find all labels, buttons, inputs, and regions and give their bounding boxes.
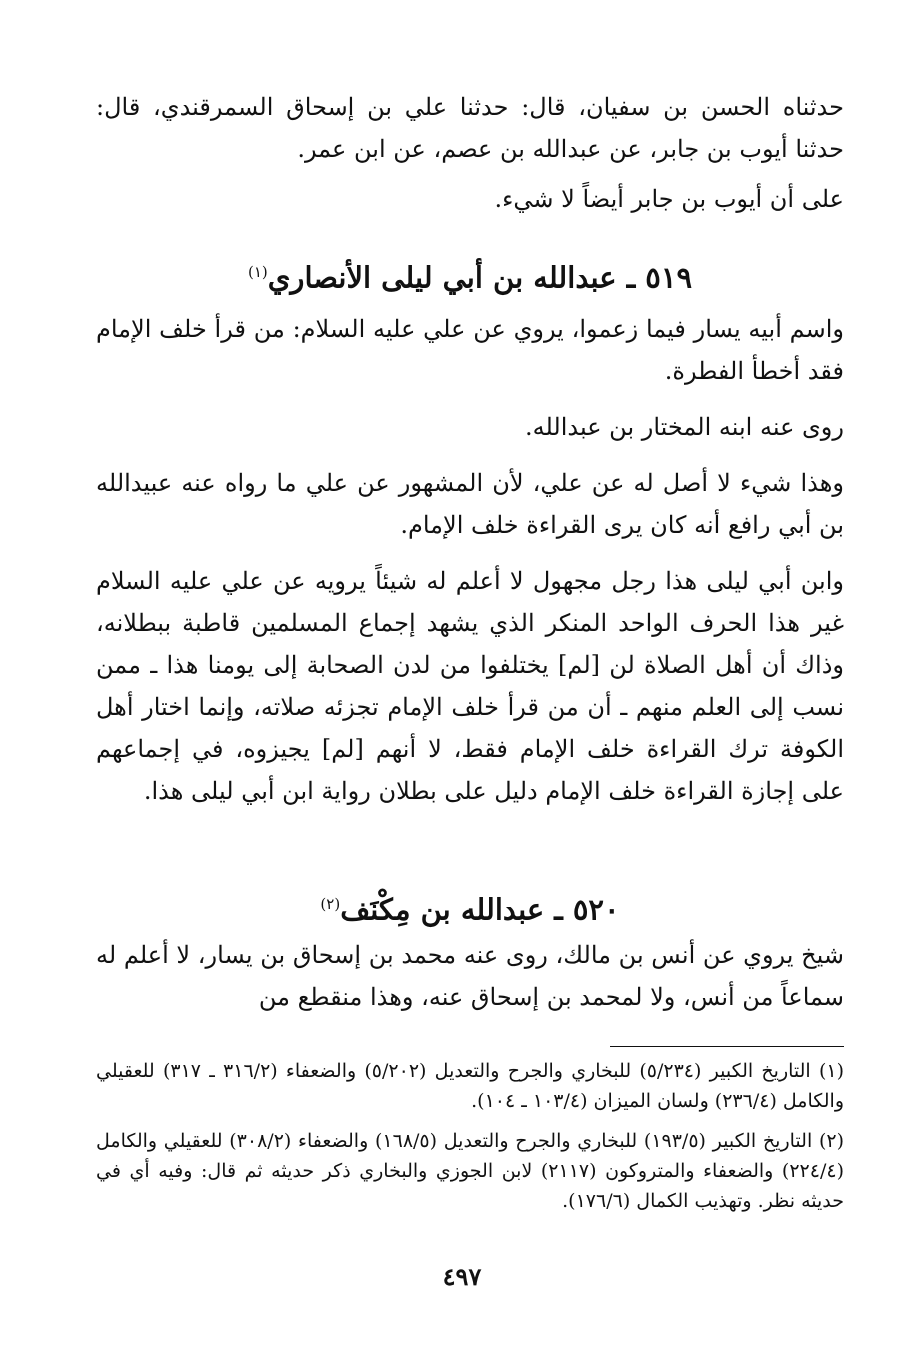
intro-paragraph: على أن أيوب بن جابر أيضاً لا شيء. bbox=[494, 185, 844, 213]
entry-title: ٥١٩ ـ عبدالله بن أبي ليلى الأنصاري bbox=[267, 260, 693, 295]
entry-heading-520 bbox=[96, 884, 844, 930]
entry-body-519 bbox=[96, 308, 844, 812]
footnote-separator bbox=[610, 1046, 844, 1047]
footnote-marker: (١) bbox=[247, 263, 268, 281]
footnote-marker: (٢) bbox=[320, 895, 341, 913]
page-number: ٤٩٧ bbox=[442, 1262, 482, 1291]
footnote-1: (١) التاريخ الكبير (٥/٢٣٤) للبخاري والجرح والتعديل (٥/٢٠٢) والضعفاء (٣١٦/٢ ـ ٣١٧) للعقيلي والكامل (٢٣٦/٤) ولسان الميزان (١٠٣/٤ ـ ١٠٤). bbox=[96, 1060, 844, 1112]
footnote-2: (٢) التاريخ الكبير (١٩٣/٥) للبخاري والجرح والتعديل (١٦٨/٥) والضعفاء (٣٠٨/٢) للعقيلي والكامل (٢٢٤/٤) والضعفاء والمتروكون (٢١١٧) لابن الجوزي والبخاري ذكر حديثه ثم قال: وفيه أي في حديثه نظر. وتهذيب الكمال (١٧٦/٦). bbox=[96, 1130, 845, 1212]
entry-paragraph: وهذا شيء لا أصل له عن علي، لأن المشهور عن علي ما رواه عنه عبيدالله بن أبي رافع أنه كان يرى القراءة خلف الإمام. bbox=[96, 469, 844, 539]
entry-paragraph: واسم أبيه يسار فيما زعموا، يروي عن علي عليه السلام: من قرأ خلف الإمام فقد أخطأ الفطرة. bbox=[96, 315, 844, 385]
entry-body-520 bbox=[96, 934, 844, 1018]
entry-paragraph: وابن أبي ليلى هذا رجل مجهول لا أعلم له شيئاً يرويه عن علي عليه السلام غير هذا الحرف الواحد المنكر الذي يشهد إجماع المسلمين قاطبة ببطلانه، وذاك أن أهل الصلاة لن [لم] يختلفوا من لدن الصحابة إلى يومنا هذا ـ ممن نسب إلى العلم منهم ـ أن من قرأ خلف الإمام تجزئه صلاته، وإنما اختار أهل الكوفة ترك القراءة خلف الإمام فقط، لا أنهم [لم] يجيزوه، في إجماعهم على إجازة القراءة خلف الإمام دليل على بطلان رواية ابن أبي ليلى هذا. bbox=[96, 567, 844, 805]
intro-text bbox=[96, 86, 844, 220]
intro-paragraph: حدثناه الحسن بن سفيان، قال: حدثنا علي بن إسحاق السمرقندي، قال: حدثنا أيوب بن جابر، عن عبدالله بن عصم، عن ابن عمر. bbox=[96, 93, 844, 163]
entry-title: ٥٢٠ ـ عبدالله بن مِكْنَف bbox=[340, 892, 620, 927]
entry-heading-519 bbox=[96, 252, 844, 298]
entry-paragraph: شيخ يروي عن أنس بن مالك، روى عنه محمد بن إسحاق بن يسار، لا أعلم له سماعاً من أنس، ولا لمحمد بن إسحاق عنه، وهذا منقطع من bbox=[96, 941, 844, 1011]
entry-paragraph: روى عنه ابنه المختار بن عبدالله. bbox=[524, 413, 844, 441]
footnotes bbox=[96, 1056, 844, 1226]
